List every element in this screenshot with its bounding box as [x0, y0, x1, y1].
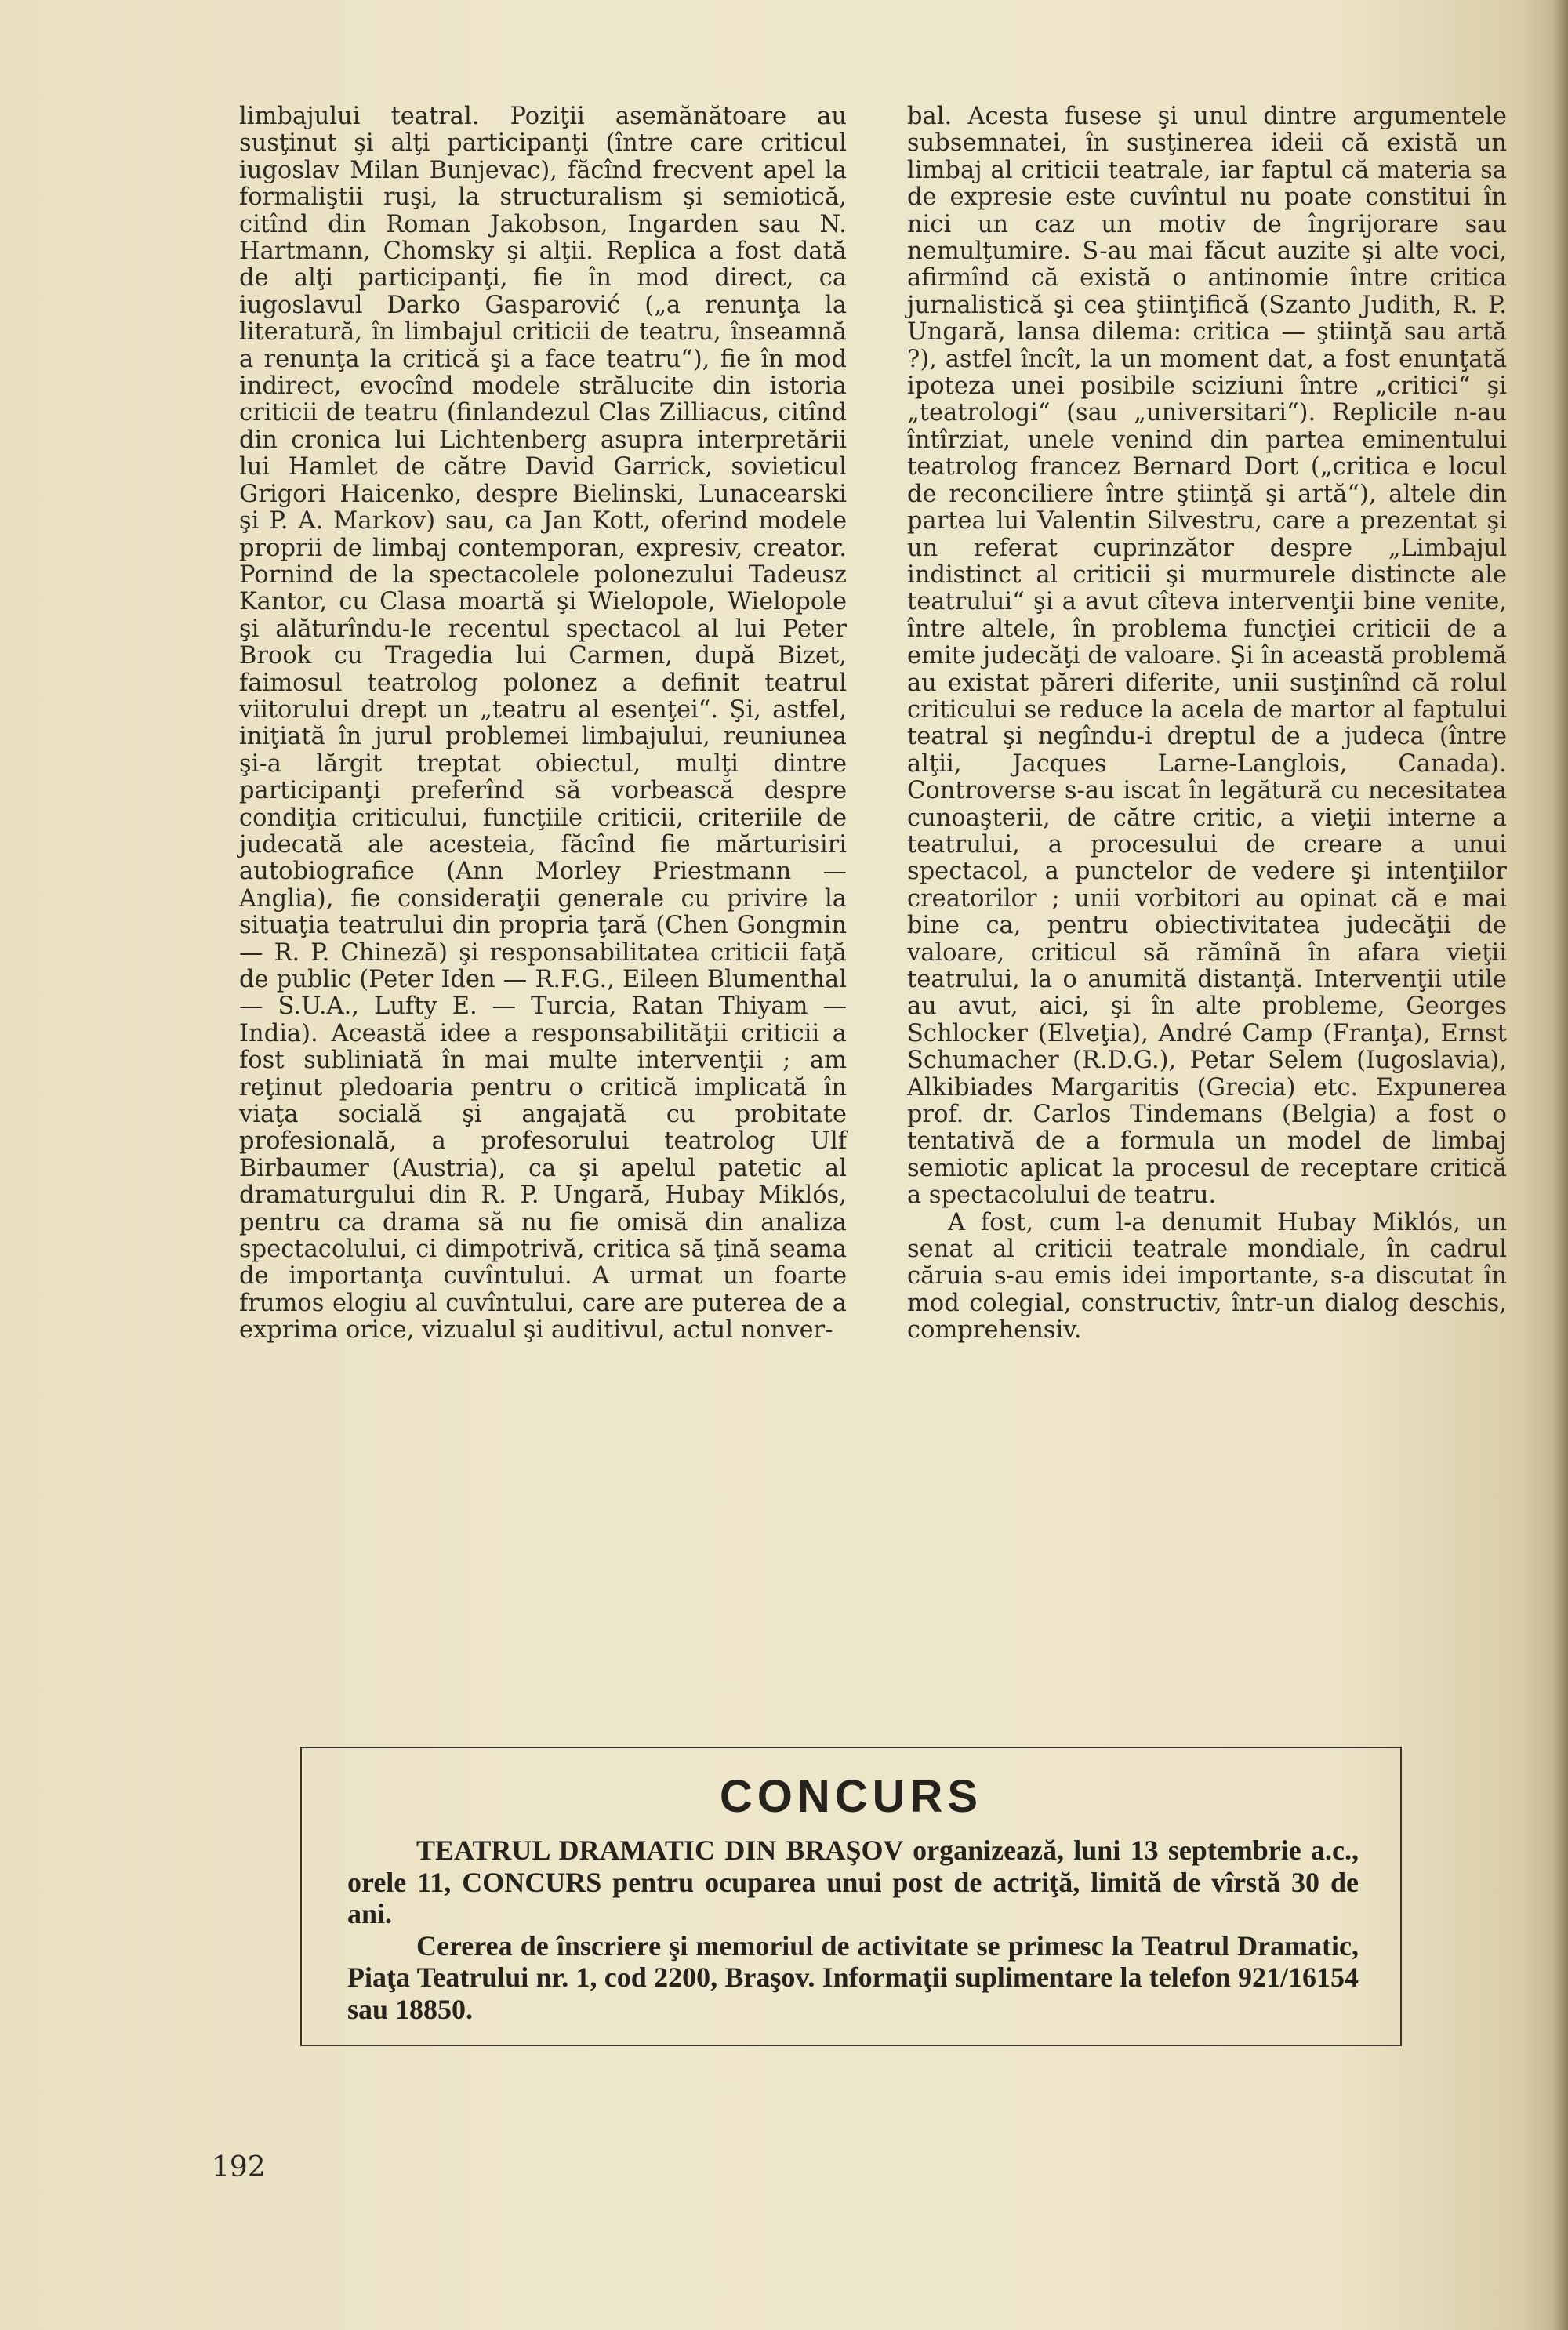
page-number: 192 [212, 2151, 266, 2183]
announcement-body [347, 1835, 1359, 2026]
article-column-right [907, 103, 1507, 1345]
announcement-paragraph: TEATRUL DRAMATIC DIN BRAŞOV organizează, luni 13 septembrie a.c., orele 11, CONCURS pentru ocuparea unui post de actriţă, limită de vîrstă 30 de ani. [347, 1835, 1359, 1930]
announcement-paragraph: Cererea de înscriere şi memoriul de activitate se primesc la Teatrul Dramatic, Piaţa Teatrului nr. 1, cod 2200, Braşov. Informaţii suplimentare la telefon 921/16154 sau 18850. [347, 1929, 1359, 2025]
announcement-title: CONCURS [719, 1771, 983, 1822]
article-paragraph-closing: A fost, cum l-a denumit Hubay Miklós, un senat al criticii teatrale mondiale, în cadrul căruia s-au emis idei importante, s-a discutat în mod colegial, constructiv, într-un dialog deschis, comprehensiv. [907, 1208, 1507, 1345]
article-column-left [239, 103, 847, 1345]
article-paragraph: limbajului teatral. Poziţii asemănătoare au susţinut şi alţi participanţi (între care criticul iugoslav Milan Bunjevac), făcînd frecvent apel la formaliştii ruşi, la structuralism şi semiotică, citînd din Roman Jakobson, Ingarden sau N. Hartmann, Chomsky şi alţii. Replica a fost dată de alţi participanţi, fie în mod direct, ca iugoslavul Darko Gasparović („a renunţa la literatură, în limbajul criticii de teatru, înseamnă a renunţa la critică şi a face teatru“), fie în mod indirect, evocînd modele strălucite din istoria criticii de teatru (finlandezul Clas Zilliacus, citînd din cronica lui Lichtenberg asupra interpretării lui Hamlet de către David Garrick, sovieticul Grigori Haicenko, despre Bielinski, Lunacearski şi P. A. Markov) sau, ca Jan Kott, oferind modele proprii de limbaj contemporan, expresiv, creator. Pornind de la spectacolele polonezului Tadeusz Kantor, cu Clasa moartă şi Wielopole, Wielopole şi alăturîndu-le recentul spectacol al lui Peter Brook cu Tragedia lui Carmen, după Bizet, faimosul teatrolog polonez a definit teatrul viitorului drept un „teatru al esenţei“. Şi, astfel, iniţiată în jurul problemei limbajului, reuniunea şi-a lărgit treptat obiectul, mulţi dintre participanţi preferînd să vorbească despre condiţia criticului, funcţiile criticii, criteriile de judecată ale acesteia, făcînd fie mărturisiri autobiografice (Ann Morley Priestmann — Anglia), fie consideraţii generale cu privire la situaţia teatrului din propria ţară (Chen Gongmin — R. P. Chineză) şi responsabilitatea criticii faţă de public (Peter Iden — R.F.G., Eileen Blumenthal — S.U.A., Lufty E. — Turcia, Ratan Thiyam — India). Această idee a responsabilităţii criticii a fost subliniată în mai multe intervenţii ; am reţinut pledoaria pentru o critică implicată în viaţa socială şi angajată cu probitate profesională, a profesorului teatrolog Ulf Birbaumer (Austria), ca şi apelul patetic al dramaturgului din R. P. Ungară, Hubay Miklós, pentru ca drama să nu fie omisă din analiza spectacolului, ci dimpotrivă, critica să ţină seama de importanţa cuvîntului. A urmat un foarte frumos elogiu al cuvîntului, care are puterea de a exprima orice, vizualul şi auditivul, actul nonver- [239, 103, 847, 1345]
article-paragraph: bal. Acesta fusese şi unul dintre argumentele subsemnatei, în susţinerea ideii că există un limbaj al criticii teatrale, iar faptul că materia sa de expresie este cuvîntul nu poate constitui în nici un caz un motiv de îngrijorare sau nemulţumire. S-au mai făcut auzite şi alte voci, afirmînd că există o antinomie între critica jurnalistică şi cea ştiinţifică (Szanto Judith, R. P. Ungară, lansa dilema: critica — ştiinţă sau artă ?), astfel încît, la un moment dat, a fost enunţată ipoteza unei posibile sciziuni între „critici“ şi „teatrologi“ (sau „universitari“). Replicile n-au întîrziat, unele venind din partea eminentului teatrolog francez Bernard Dort („critica e locul de reconciliere între ştiinţă şi artă“), altele din partea lui Valentin Silvestru, care a prezentat şi un referat cuprinzător despre „Limbajul indistinct al criticii şi murmurele distincte ale teatrului“ şi a avut cîteva intervenţii bine venite, între altele, în problema funcţiei criticii de a emite judecăţi de valoare. Şi în această problemă au existat păreri diferite, unii susţinînd că rolul criticului se reduce la acela de martor al faptului teatral şi negîndu-i dreptul de a judeca (între alţii, Jacques Larne-Langlois, Canada). Controverse s-au iscat în legătură cu necesitatea cunoaşterii, de către critic, a vieţii interne a teatrului, a procesului de creare a unui spectacol, a punctelor de vedere şi intenţiilor creatorilor ; unii vorbitori au opinat că e mai bine ca, pentru obiectivitatea judecăţii de valoare, criticul să rămînă în afara vieţii teatrului, la o anumită distanţă. Intervenţii utile au avut, aici, şi în alte probleme, Georges Schlocker (Elveţia), André Camp (Franţa), Ernst Schumacher (R.D.G.), Petar Selem (Iugoslavia), Alkibiades Margaritis (Grecia) etc. Expunerea prof. dr. Carlos Tindemans (Belgia) a fost o tentativă de a formula un model de limbaj semiotic aplicat la procesul de receptare critică a spectacolului de teatru. [907, 103, 1508, 1210]
announcement-box [300, 1747, 1402, 2046]
page-edge-shadow [1551, 0, 1568, 2330]
